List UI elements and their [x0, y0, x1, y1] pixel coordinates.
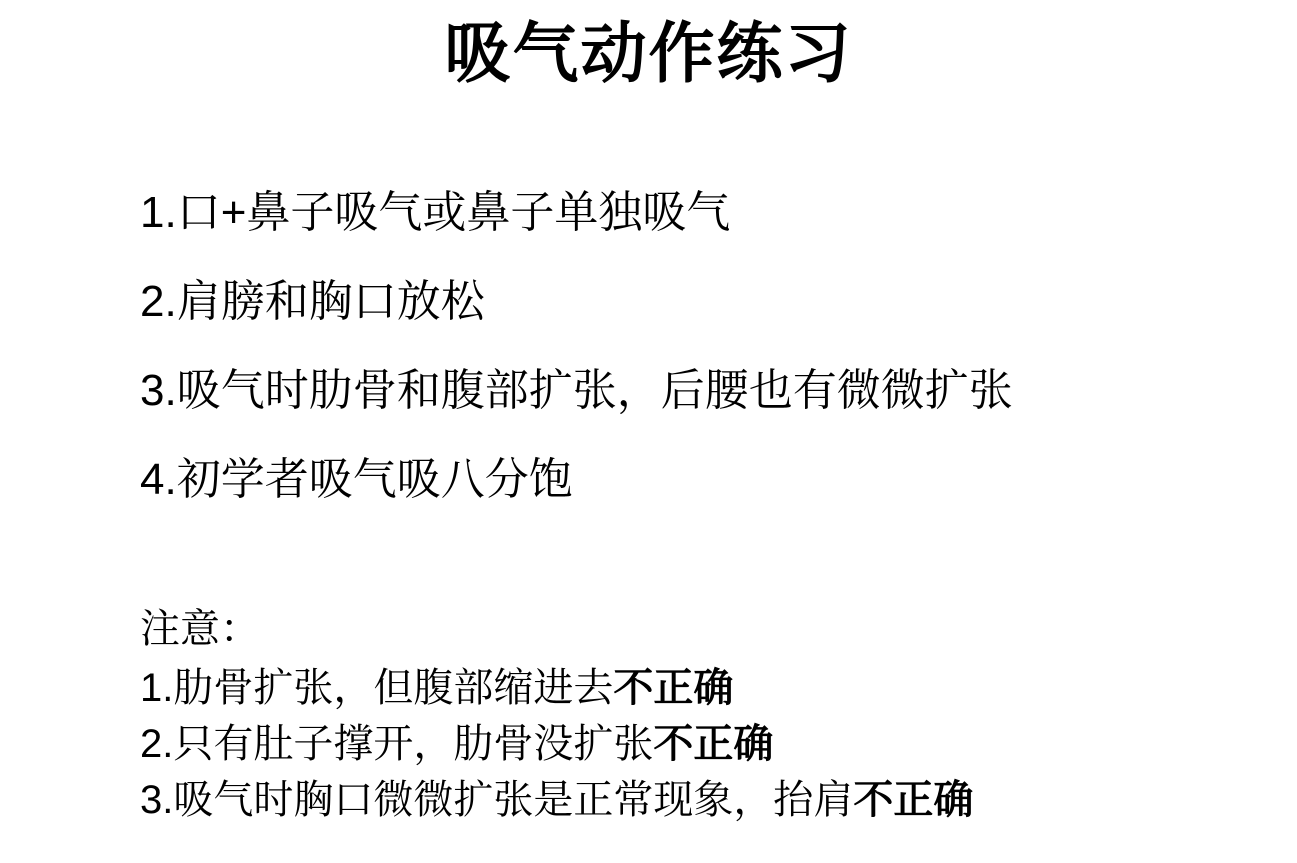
notes-section [140, 604, 973, 828]
list-item: 2.肩膀和胸口放松 [140, 276, 485, 326]
note-text: 2.只有肚子撑开，肋骨没扩张 [140, 722, 654, 766]
list-item [140, 772, 973, 828]
note-emphasis: 不正确 [613, 666, 734, 710]
list-item: 4.初学者吸气吸八分饱 [140, 454, 573, 504]
list-item: 3.吸气时肋骨和腹部扩张，后腰也有微微扩张 [140, 365, 1013, 415]
notes-list [140, 660, 973, 828]
notes-heading: 注意： [140, 607, 260, 651]
page-title: 吸气动作练习 [444, 16, 853, 90]
note-text: 3.吸气时胸口微微扩张是正常现象，抬肩 [140, 778, 854, 822]
slide-canvas [0, 6, 1297, 863]
steps-list [0, 187, 1297, 504]
note-emphasis: 不正确 [653, 722, 774, 766]
list-item [140, 660, 973, 716]
note-emphasis: 不正确 [853, 778, 974, 822]
note-text: 1.肋骨扩张，但腹部缩进去 [140, 666, 614, 710]
list-item: 1.口+鼻子吸气或鼻子单独吸气 [140, 187, 731, 237]
list-item [140, 716, 973, 772]
